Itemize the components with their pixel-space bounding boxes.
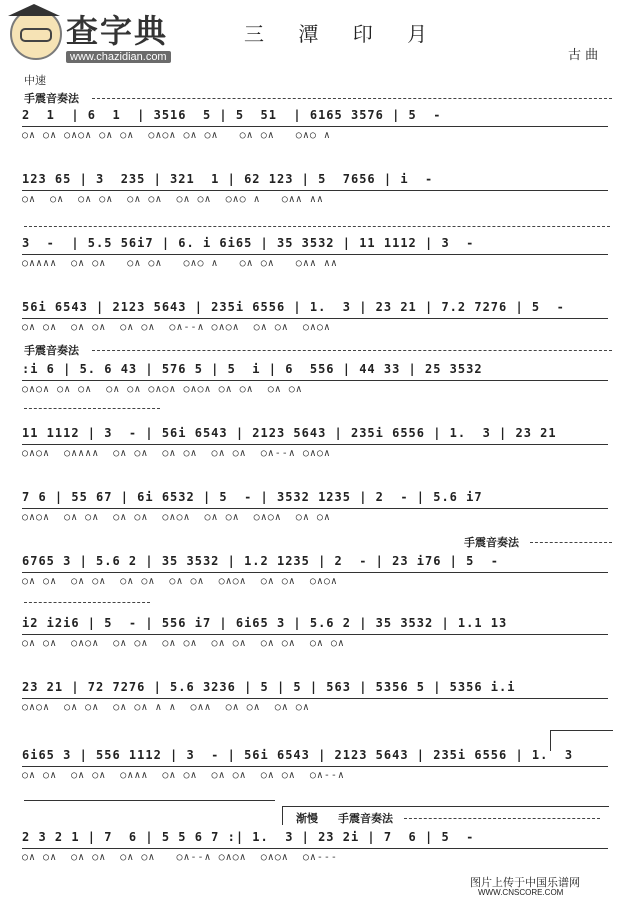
jianpu-notes: 7 6 | 55 67 | 6i 6532 | 5 - | 3532 1235 | 2 - | 5.6 i7 (22, 490, 483, 504)
logo-brand-text: 查字典 (66, 12, 169, 50)
notation-row (22, 172, 614, 224)
notation-row (22, 362, 614, 414)
notation-row (22, 236, 614, 288)
beam-underline (22, 318, 608, 319)
composer-label: 古 曲 (568, 48, 599, 63)
beam-underline (22, 508, 608, 509)
jianpu-notes: 6i65 3 | 556 1112 | 3 - | 56i 6543 | 2123 5643 | 235i 6556 | 1. 3 (22, 748, 574, 762)
notation-row (22, 108, 614, 160)
beam-underline (22, 634, 608, 635)
bowing-marks: ○∧○∧ ○∧ ○∧ ○∧ ○∧ ∧ ∧ ○∧∧ ○∧ ○∧ ○∧ ○∧ (22, 702, 310, 713)
notation-row (22, 300, 614, 352)
bowing-marks: ○∧ ○∧ ○∧ ○∧ ○∧ ○∧ ○∧--∧ ○∧○∧ ○∧ ○∧ ○∧○∧ (22, 322, 331, 333)
bowing-marks: ○∧ ○∧ ○∧ ○∧ ○∧ ○∧ ○∧--∧ ○∧○∧ ○∧○∧ ○∧--- (22, 852, 338, 863)
beam-underline (22, 572, 608, 573)
second-ending-bracket (282, 806, 609, 825)
beam-underline (22, 698, 608, 699)
bowing-marks: ○∧○∧ ○∧∧∧∧ ○∧ ○∧ ○∧ ○∧ ○∧ ○∧ ○∧--∧ ○∧○∧ (22, 448, 331, 459)
technique-label: 手震音奏法 (24, 92, 79, 105)
beam-underline (22, 380, 608, 381)
technique-extent-line (24, 226, 610, 227)
jianpu-notes: 3 - | 5.5 56i7 | 6. i 6i65 | 35 3532 | 11 1112 | 3 - (22, 236, 483, 250)
site-logo[interactable] (6, 4, 198, 68)
notation-row (22, 490, 614, 542)
source-url[interactable]: WWW.CNSCORE.COM (478, 888, 564, 897)
logo-url[interactable]: www.chazidian.com (66, 51, 171, 63)
technique-extent-line (404, 818, 600, 819)
bowing-marks: ○∧○∧ ○∧ ○∧ ○∧ ○∧ ○∧○∧ ○∧ ○∧ ○∧○∧ ○∧ ○∧ (22, 512, 331, 523)
bowing-marks: ○∧ ○∧ ○∧○∧ ○∧ ○∧ ○∧○∧ ○∧ ○∧ ○∧ ○∧ ○∧○ ∧ (22, 130, 331, 141)
beam-underline (22, 848, 608, 849)
beam-underline (22, 126, 608, 127)
repeat-bracket (24, 800, 275, 801)
beam-underline (22, 254, 608, 255)
notation-row (22, 616, 614, 668)
jianpu-notes: 6765 3 | 5.6 2 | 35 3532 | 1.2 1235 | 2 - | 23 i76 | 5 - (22, 554, 508, 568)
technique-label: 手震音奏法 (24, 344, 79, 357)
notation-row (22, 554, 614, 606)
jianpu-notes: 23 21 | 72 7276 | 5.6 3236 | 5 | 5 | 563 | 5356 5 | 5356 i.i (22, 680, 516, 694)
technique-extent-line (530, 542, 612, 543)
glasses-icon (20, 28, 52, 42)
graduation-cap-icon (8, 4, 60, 16)
tempo-marking: 中速 (24, 74, 46, 87)
bowing-marks: ○∧ ○∧ ○∧ ○∧ ○∧ ○∧ ○∧ ○∧ ○∧○∧ ○∧ ○∧ ○∧○∧ (22, 576, 338, 587)
beam-underline (22, 190, 608, 191)
jianpu-notes: i2 i2i6 | 5 - | 556 i7 | 6i65 3 | 5.6 2 | 35 3532 | 1.1 13 (22, 616, 508, 630)
jianpu-notes: 2 3 2 1 | 7 6 | 5 5 6 7 :| 1. 3 | 23 2i | 7 6 | 5 - (22, 830, 483, 844)
beam-underline (22, 444, 608, 445)
notation-row (22, 748, 614, 800)
jianpu-notes: 2 1 | 6 1 | 3516 5 | 5 51 | 6165 3576 | 5 - (22, 108, 450, 122)
technique-label: 手震音奏法 (464, 536, 519, 549)
jianpu-notes: :i 6 | 5. 6 43 | 576 5 | 5 i | 6 556 | 44 33 | 25 3532 (22, 362, 491, 376)
notation-row (22, 680, 614, 732)
technique-label: 手震音奏法 (338, 812, 393, 825)
jianpu-notes: 11 1112 | 3 - | 56i 6543 | 2123 5643 | 235i 6556 | 1. 3 | 23 21 (22, 426, 557, 440)
beam-underline (22, 766, 608, 767)
slowing-marking: 渐慢 (296, 812, 318, 825)
jianpu-notes: 123 65 | 3 235 | 321 1 | 62 123 | 5 7656 | i - (22, 172, 442, 186)
jianpu-notes: 56i 6543 | 2123 5643 | 235i 6556 | 1. 3 | 23 21 | 7.2 7276 | 5 - (22, 300, 574, 314)
bowing-marks: ○∧∧∧∧ ○∧ ○∧ ○∧ ○∧ ○∧○ ∧ ○∧ ○∧ ○∧∧ ∧∧ (22, 258, 338, 269)
bowing-marks: ○∧ ○∧ ○∧○∧ ○∧ ○∧ ○∧ ○∧ ○∧ ○∧ ○∧ ○∧ ○∧ ○∧ (22, 638, 345, 649)
bowing-marks: ○∧ ○∧ ○∧ ○∧ ○∧∧∧ ○∧ ○∧ ○∧ ○∧ ○∧ ○∧ ○∧--∧ (22, 770, 345, 781)
bowing-marks: ○∧ ○∧ ○∧ ○∧ ○∧ ○∧ ○∧ ○∧ ○∧○ ∧ ○∧∧ ∧∧ (22, 194, 324, 205)
bowing-marks: ○∧○∧ ○∧ ○∧ ○∧ ○∧ ○∧○∧ ○∧○∧ ○∧ ○∧ ○∧ ○∧ (22, 384, 303, 395)
technique-extent-line (92, 98, 612, 99)
source-credit: 图片上传于中国乐谱网 (470, 876, 580, 889)
score-title: 三 潭 印 月 (244, 22, 442, 46)
notation-row (22, 426, 614, 478)
